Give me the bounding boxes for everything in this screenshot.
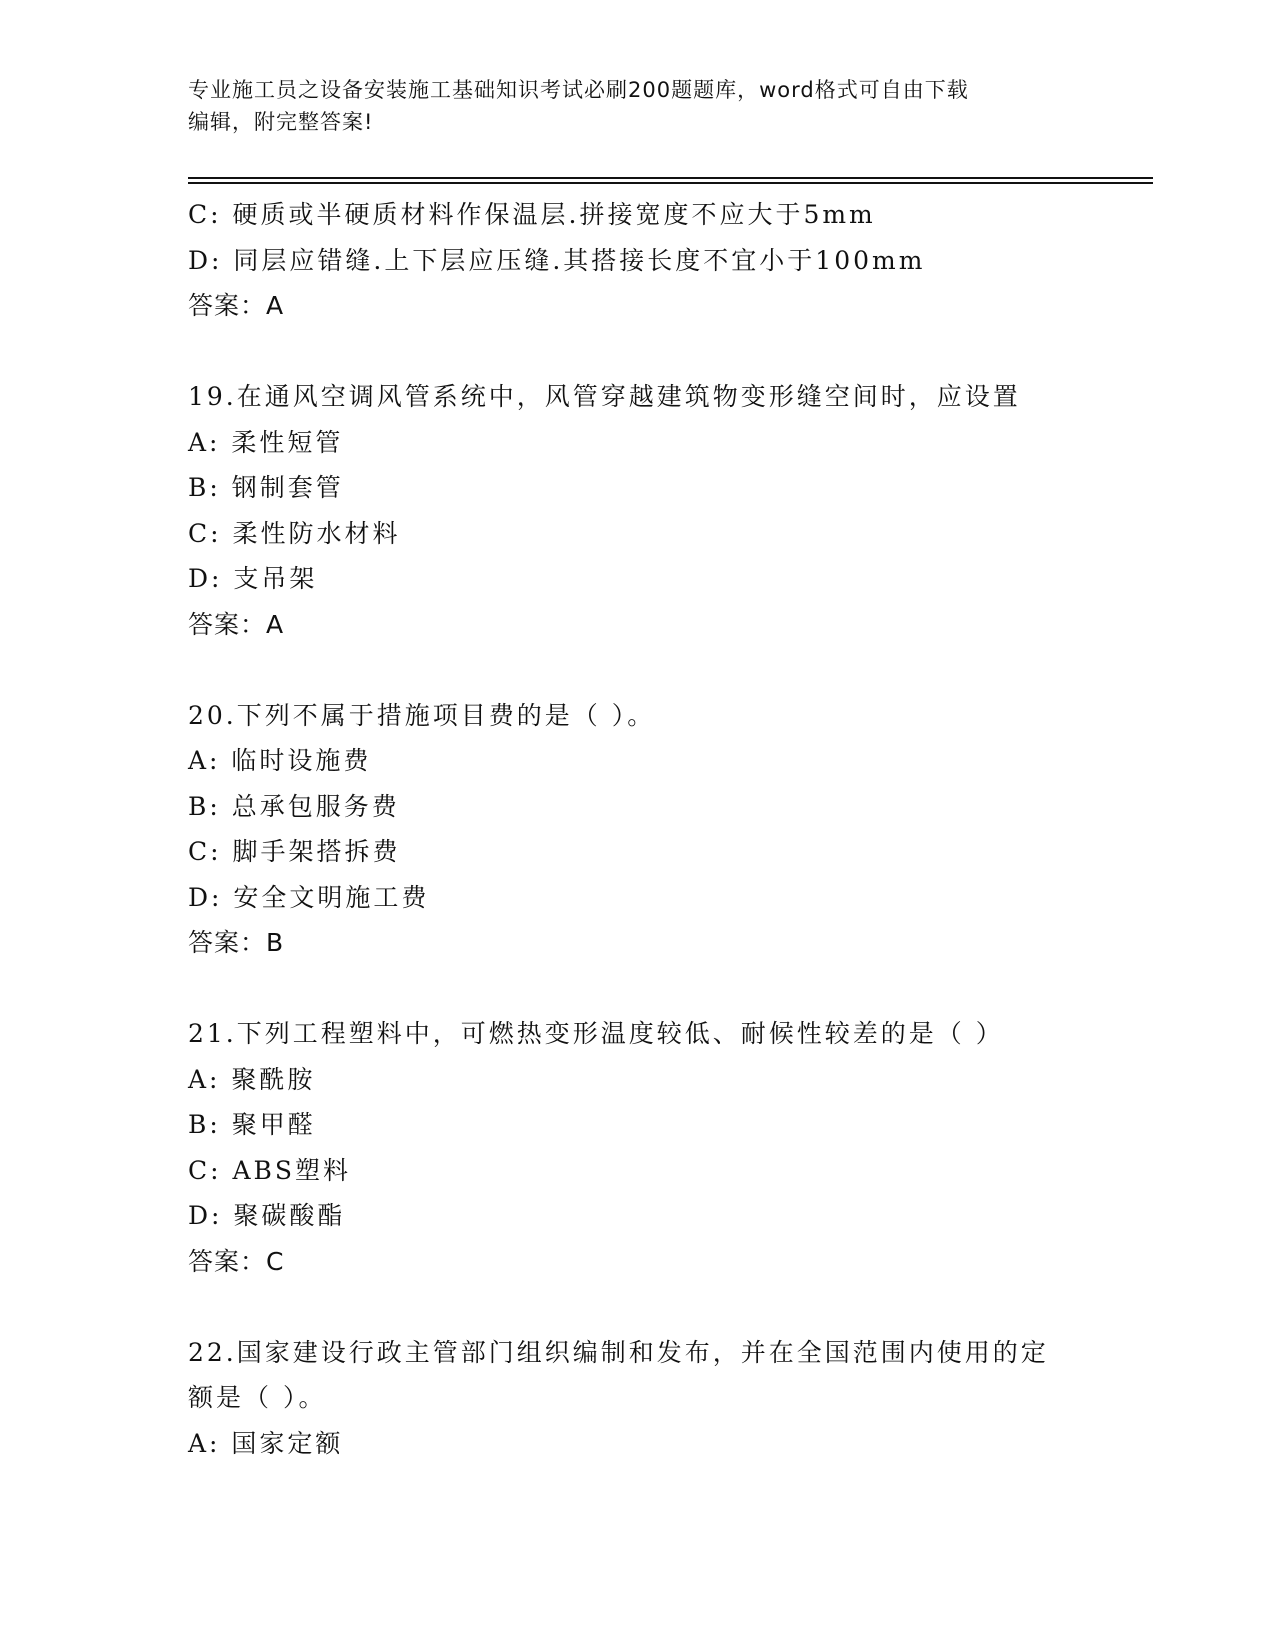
option-c: C: 硬质或半硬质材料作保温层.拼接宽度不应大于5mm — [188, 200, 876, 229]
spacer — [188, 647, 1088, 693]
option-b: B: 钢制套管 — [188, 473, 344, 502]
option-d: D: 同层应错缝.上下层应压缝.其搭接长度不宜小于100mm — [188, 245, 926, 275]
header-divider-bottom — [188, 182, 1153, 184]
question-text-line-1: 22.国家建设行政主管部门组织编制和发布，并在全国范围内使用的定 — [188, 1337, 1049, 1367]
question-text: 19.在通风空调风管系统中，风管穿越建筑物变形缝空间时，应设置 — [188, 382, 1021, 411]
option-d: D: 聚碳酸酯 — [188, 1201, 346, 1230]
question-list — [188, 192, 1088, 1466]
header-line-1: 专业施工员之设备安装施工基础知识考试必刷200题题库，word格式可自由下载 — [188, 78, 969, 102]
answer-line: 答案：B — [188, 928, 285, 957]
option-a: A: 国家定额 — [188, 1428, 344, 1458]
option-c: C: 脚手架搭拆费 — [188, 837, 401, 866]
spacer — [188, 1284, 1088, 1330]
question-18-continuation — [188, 192, 1088, 329]
spacer — [188, 966, 1088, 1012]
option-a: A: 聚酰胺 — [188, 1064, 316, 1094]
question-text: 20.下列不属于措施项目费的是（ ）。 — [188, 700, 656, 730]
question-text: 21.下列工程塑料中，可燃热变形温度较低、耐候性较差的是（ ） — [188, 1019, 1004, 1048]
document-header — [188, 74, 1078, 138]
option-c: C: 柔性防水材料 — [188, 518, 401, 548]
question-19 — [188, 374, 1088, 647]
question-20 — [188, 693, 1088, 966]
option-d: D: 安全文明施工费 — [188, 882, 430, 912]
option-b: B: 聚甲醛 — [188, 1110, 316, 1139]
question-21 — [188, 1011, 1088, 1284]
option-a: A: 柔性短管 — [188, 427, 344, 457]
answer-line: 答案：A — [188, 291, 285, 320]
option-b: B: 总承包服务费 — [188, 791, 400, 821]
question-text-line-2: 额是（ ）。 — [188, 1383, 327, 1412]
option-a: A: 临时设施费 — [188, 746, 372, 775]
answer-line: 答案：A — [188, 609, 285, 639]
header-divider-top — [188, 177, 1153, 179]
question-22 — [188, 1330, 1088, 1467]
option-d: D: 支吊架 — [188, 564, 318, 593]
spacer — [188, 329, 1088, 375]
header-line-2: 编辑，附完整答案! — [188, 110, 374, 134]
option-c: C: ABS塑料 — [188, 1155, 352, 1185]
answer-line: 答案：C — [188, 1246, 285, 1276]
